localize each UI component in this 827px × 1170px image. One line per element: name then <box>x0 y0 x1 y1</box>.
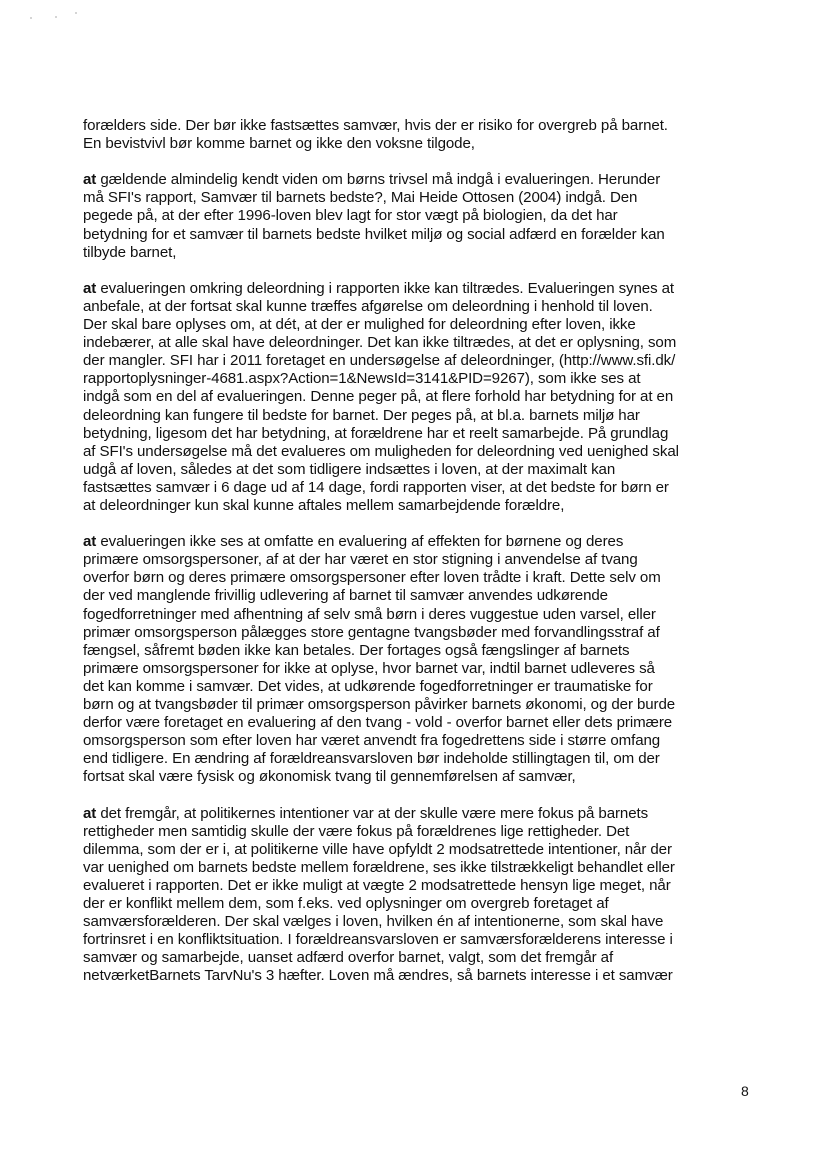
line-text: der er konflikt mellem dem, som f.eks. ved oplysninger om overgreb foretaget af <box>83 895 609 913</box>
text-line <box>83 678 763 696</box>
line-text: fortrinsret i en konfliktsituation. I forældreansvarsloven er samværsforælderens interesse i <box>83 931 673 949</box>
text-line <box>83 461 763 479</box>
line-text: gældende almindelig kendt viden om børns trivsel må indgå i evalueringen. Herunder <box>96 171 661 189</box>
paragraph <box>83 280 763 515</box>
text-line <box>83 823 763 841</box>
paragraph-gap <box>83 786 763 804</box>
line-text: fastsættes samvær i 6 dage ud af 14 dage, fordi rapporten viser, at det bedste for børn er <box>83 478 669 496</box>
line-text: Der skal bare oplyses om, at dét, at der er mulighed for deleordning efter loven, ikke <box>83 316 636 334</box>
line-text: derfor være foretaget en evaluering af den tvang - vold - overfor barnet eller dets primære <box>83 714 673 732</box>
text-line <box>83 497 763 515</box>
line-text: evalueringen omkring deleordning i rapporten ikke kan tiltrædes. Evalueringen synes at <box>96 279 675 297</box>
text-line <box>83 207 763 225</box>
line-text: dilemma, som der er i, at politikerne ville have opfyldt 2 modsatrettede intentioner, når der <box>83 840 672 858</box>
page-number: 8 <box>741 1083 749 1099</box>
text-line <box>83 660 763 678</box>
paragraph-lead-word: at <box>83 533 97 551</box>
line-text: rapportoplysninger-4681.aspx?Action=1&NewsId=3141&PID=9267), som ikke ses at <box>83 370 641 388</box>
line-text: fortsat skal være fysisk og økonomisk tvang til gennemførelsen af samvær, <box>83 768 576 786</box>
text-line <box>83 533 763 551</box>
document-body <box>83 117 763 986</box>
paragraph-gap <box>83 515 763 533</box>
text-line <box>83 732 763 750</box>
text-line <box>83 805 763 823</box>
line-text: forælders side. Der bør ikke fastsættes samvær, hvis der er risiko for overgreb på barnet. <box>83 117 668 134</box>
text-line <box>83 171 763 189</box>
line-text: må SFI's rapport, Samvær til barnets bedste?, Mai Heide Ottosen (2004) indgå. Den <box>83 189 638 207</box>
text-line <box>83 298 763 316</box>
line-text: overfor børn og deres primære omsorgspersoner efter loven trådte i kraft. Dette selv om <box>83 569 661 587</box>
paragraph-gap <box>83 153 763 171</box>
paragraph-gap <box>83 262 763 280</box>
line-text: end tidligere. En ændring af forældreansvarsloven bør indeholde stillingtagen til, om der <box>83 750 660 768</box>
line-text: af SFI's undersøgelse må det evalueres om muligheden for deleordning ved uenighed skal <box>83 442 679 460</box>
paragraph-lead-word: at <box>83 171 97 189</box>
text-line <box>83 913 763 931</box>
text-line <box>83 931 763 949</box>
text-line <box>83 479 763 497</box>
text-line <box>83 352 763 370</box>
text-line <box>83 841 763 859</box>
line-text: fogedforretninger med afhentning af selv små børn i deres vuggestue uden varsel, eller <box>83 605 656 623</box>
line-text: der ved manglende frivillig udlevering af barnet til samvær anvendes udkørende <box>83 587 608 605</box>
paragraph <box>83 533 763 786</box>
text-line <box>83 949 763 967</box>
text-line <box>83 859 763 877</box>
scan-speck <box>75 12 77 14</box>
line-text: En bevistvivl bør komme barnet og ikke den voksne tilgode, <box>83 135 475 153</box>
line-text: der mangler. SFI har i 2011 foretaget en undersøgelse af deleordninger, (http://www.sfi.dk/ <box>83 352 676 370</box>
line-text: indebærer, at alle skal have deleordninger. Det kan ikke tiltrædes, at det er oplysning, som <box>83 334 677 352</box>
text-line <box>83 244 763 262</box>
line-text: det fremgår, at politikernes intentioner var at der skulle være mere fokus på barnets <box>96 804 649 822</box>
scan-speck <box>30 17 32 19</box>
line-text: betydning for et samvær til barnets bedste hvilket miljø og social adfærd en forælder kan <box>83 225 665 243</box>
line-text: primære omsorgspersoner, af at der har været en stor stigning i anvendelse af tvang <box>83 551 638 569</box>
text-line <box>83 569 763 587</box>
text-line <box>83 226 763 244</box>
text-line <box>83 407 763 425</box>
line-text: evalueret i rapporten. Det er ikke muligt at vægte 2 modsatrettede hensyn lige meget, når <box>83 876 671 894</box>
text-line <box>83 696 763 714</box>
text-line <box>83 895 763 913</box>
text-line <box>83 370 763 388</box>
line-text: samvær og samarbejde, uanset adfærd overfor barnet, valgt, som det fremgår af <box>83 949 614 967</box>
line-text: pegede på, at der efter 1996-loven blev lagt for stor vægt på biologien, da det har <box>83 207 618 225</box>
line-text: børn og at tvangsbøder til primær omsorgsperson påvirker barnets økonomi, og der burde <box>83 696 676 713</box>
text-line <box>83 587 763 605</box>
text-line <box>83 316 763 334</box>
line-text: primær omsorgsperson pålægges store gentagne tvangsbøder med forvandlingsstraf af <box>83 623 660 641</box>
line-text: netværketBarnets TarvNu's 3 hæfter. Loven må ændres, så barnets interesse i et samvær <box>83 967 673 985</box>
scan-speck <box>55 16 57 18</box>
line-text: var uenighed om barnets bedste mellem forældrene, ses ikke tilstrækkeligt behandlet eller <box>83 858 675 876</box>
text-line <box>83 642 763 660</box>
text-line <box>83 280 763 298</box>
line-text: betydning, ligesom det har betydning, at forældrene har et reelt samarbejde. På grundlag <box>83 424 669 442</box>
text-line <box>83 877 763 895</box>
paragraph-lead-word: at <box>83 804 97 822</box>
paragraph <box>83 117 763 153</box>
text-line <box>83 714 763 732</box>
text-line <box>83 750 763 768</box>
line-text: fængsel, såfremt bøden ikke kan betales. Der fortages også fængslinger af barnets <box>83 641 630 659</box>
line-text: tilbyde barnet, <box>83 243 177 261</box>
line-text: deleordning kan fungere til bedste for barnet. Der peges på, at bl.a. barnets miljø har <box>83 406 640 424</box>
text-line <box>83 551 763 569</box>
paragraph <box>83 171 763 261</box>
text-line <box>83 967 763 985</box>
line-text: primære omsorgspersoner for ikke at oplyse, hvor barnet var, indtil barnet udleveres så <box>83 659 655 677</box>
line-text: samværsforælderen. Der skal vælges i loven, hvilken én af intentionerne, som skal have <box>83 913 664 931</box>
line-text: udgå af loven, således at det som tidligere indsættes i loven, at der maximalt kan <box>83 460 616 478</box>
line-text: evalueringen ikke ses at omfatte en evaluering af effekten for børnene og deres <box>96 533 624 551</box>
text-line <box>83 606 763 624</box>
line-text: anbefale, at der fortsat skal kunne træffes afgørelse om deleordning i henhold til loven. <box>83 297 653 315</box>
line-text: rettigheder men samtidig skulle der være fokus på forældrenes lige rettigheder. Det <box>83 822 630 840</box>
line-text: omsorgsperson som efter loven har været anvendt fra fogedrettens side i større omfang <box>83 732 661 750</box>
text-line <box>83 117 763 135</box>
paragraph <box>83 805 763 986</box>
text-line <box>83 768 763 786</box>
text-line <box>83 334 763 352</box>
text-line <box>83 624 763 642</box>
text-line <box>83 189 763 207</box>
paragraph-lead-word: at <box>83 279 97 297</box>
line-text: indgå som en del af evalueringen. Denne peger på, at flere forhold har betydning for at en <box>83 388 674 406</box>
text-line <box>83 443 763 461</box>
text-line <box>83 135 763 153</box>
line-text: det kan komme i samvær. Det vides, at udkørende fogedforretninger er traumatiske for <box>83 677 653 695</box>
text-line <box>83 388 763 406</box>
line-text: at deleordninger kun skal kunne aftales mellem samarbejdende forældre, <box>83 496 565 514</box>
text-line <box>83 425 763 443</box>
